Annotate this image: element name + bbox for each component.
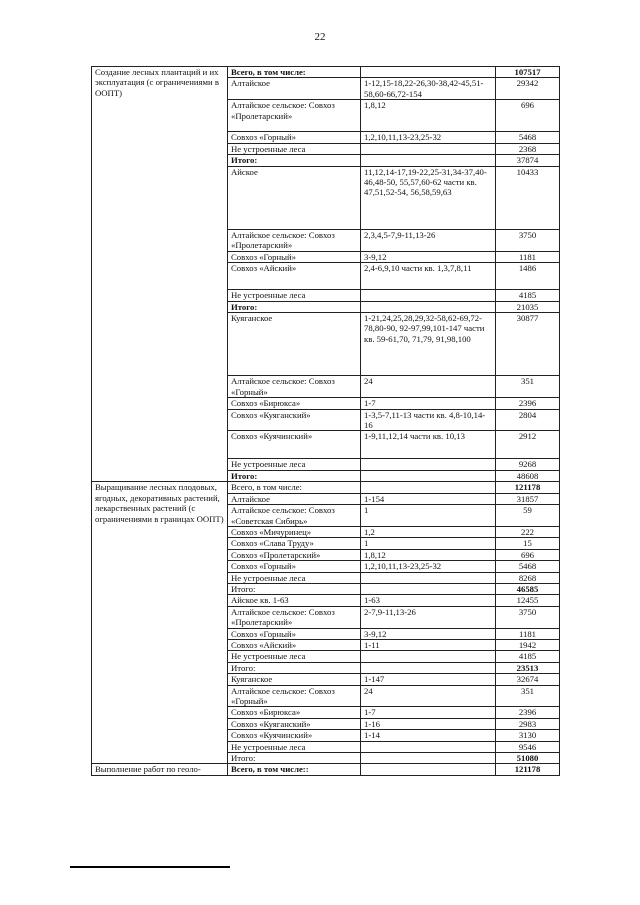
forestry-cell: Совхоз «Пролетарский»	[228, 549, 361, 560]
quarters-cell: 1-154	[361, 493, 496, 504]
forest-use-table	[91, 66, 560, 776]
quarters-cell	[361, 143, 496, 154]
forestry-cell: Алтайское	[228, 78, 361, 100]
forestry-cell: Алтайское сельское: Совхоз «Горный»	[228, 376, 361, 398]
forestry-cell: Не устроенные леса	[228, 572, 361, 583]
area-cell: 2804	[496, 409, 560, 431]
quarters-cell: 1-21,24,25,28,29,32-58,62-69,72-78,80-90, 92-97,99,101-147 части кв. 59-61,70, 71,79, 91,98,100	[361, 313, 496, 376]
area-cell: 3130	[496, 730, 560, 741]
quarters-cell: 1,2	[361, 526, 496, 537]
area-cell: 30877	[496, 313, 560, 376]
area-cell: 31857	[496, 493, 560, 504]
footnote-rule	[70, 866, 230, 868]
area-cell: 696	[496, 549, 560, 560]
quarters-cell: 1-9,11,12,14 части кв. 10,13	[361, 431, 496, 459]
forestry-cell: Совхоз «Айский»	[228, 263, 361, 290]
area-cell: 351	[496, 376, 560, 398]
area-cell: 37874	[496, 155, 560, 166]
forestry-cell: Совхоз «Горный»	[228, 251, 361, 262]
area-cell: 5468	[496, 561, 560, 572]
quarters-cell: 1-7	[361, 398, 496, 409]
forestry-cell: Не устроенные леса	[228, 290, 361, 301]
quarters-cell: 2,4-6,9,10 части кв. 1,3,7,8,11	[361, 263, 496, 290]
forestry-cell: Айское	[228, 166, 361, 229]
forestry-cell: Алтайское сельское: Совхоз «Пролетарский»	[228, 100, 361, 132]
area-cell: 29342	[496, 78, 560, 100]
area-cell: 32674	[496, 674, 560, 685]
area-cell: 12455	[496, 595, 560, 606]
quarters-cell: 1-11	[361, 639, 496, 650]
quarters-cell: 1	[361, 505, 496, 527]
area-cell: 9268	[496, 459, 560, 470]
area-cell: 1181	[496, 628, 560, 639]
quarters-cell	[361, 651, 496, 662]
forestry-cell: Не устроенные леса	[228, 143, 361, 154]
area-cell: 15	[496, 538, 560, 549]
forestry-cell: Итого:	[228, 470, 361, 481]
quarters-cell: 1-16	[361, 718, 496, 729]
quarters-cell	[361, 583, 496, 594]
area-cell: 46585	[496, 583, 560, 594]
quarters-cell	[361, 470, 496, 481]
area-cell: 59	[496, 505, 560, 527]
quarters-cell	[361, 155, 496, 166]
forestry-cell: Совхоз «Куячинский»	[228, 730, 361, 741]
area-cell: 1486	[496, 263, 560, 290]
forestry-cell: Совхоз «Куяганский»	[228, 718, 361, 729]
forestry-cell: Всего, в том числе:	[228, 67, 361, 78]
forestry-cell: Совхоз «Куяганский»	[228, 409, 361, 431]
forestry-cell: Совхоз «Горный»	[228, 132, 361, 143]
forestry-cell: Совхоз «Куячинский»	[228, 431, 361, 459]
quarters-cell: 2,3,4,5-7,9-11,13-26	[361, 230, 496, 252]
quarters-cell: 1,2,10,11,13-23,25-32	[361, 132, 496, 143]
table-row	[92, 764, 560, 775]
quarters-cell: 1-12,15-18,22-26,30-38,42-45,51-58,60-66,72-154	[361, 78, 496, 100]
activity-type-cell: Выполнение работ по геоло-	[92, 764, 228, 775]
area-cell: 121178	[496, 482, 560, 493]
forestry-cell: Итого:	[228, 301, 361, 312]
area-cell: 107517	[496, 67, 560, 78]
forestry-cell: Алтайское сельское: Совхоз «Горный»	[228, 685, 361, 707]
quarters-cell: 11,12,14-17,19-22,25-31,34-37,40-46,48-50, 55,57,60-62 части кв. 47,51,52-54, 56,58,59,63	[361, 166, 496, 229]
quarters-cell: 2-7,9-11,13-26	[361, 606, 496, 628]
quarters-cell	[361, 459, 496, 470]
forestry-cell: Алтайское	[228, 493, 361, 504]
area-cell: 4185	[496, 651, 560, 662]
quarters-cell	[361, 290, 496, 301]
area-cell: 3750	[496, 606, 560, 628]
forestry-cell: Не устроенные леса	[228, 459, 361, 470]
area-cell: 9546	[496, 741, 560, 752]
quarters-cell: 24	[361, 685, 496, 707]
forestry-cell: Совхоз «Бирюкса»	[228, 398, 361, 409]
area-cell: 51080	[496, 753, 560, 764]
forestry-cell: Итого:	[228, 753, 361, 764]
forestry-cell: Всего, в том числе:	[228, 482, 361, 493]
area-cell: 1181	[496, 251, 560, 262]
forestry-cell: Итого:	[228, 662, 361, 673]
quarters-cell: 3-9,12	[361, 628, 496, 639]
quarters-cell	[361, 764, 496, 775]
quarters-cell	[361, 67, 496, 78]
area-cell: 8268	[496, 572, 560, 583]
area-cell: 10433	[496, 166, 560, 229]
area-cell: 4185	[496, 290, 560, 301]
quarters-cell: 1,8,12	[361, 100, 496, 132]
quarters-cell	[361, 662, 496, 673]
area-cell: 121178	[496, 764, 560, 775]
area-cell: 5468	[496, 132, 560, 143]
forestry-cell: Итого:	[228, 155, 361, 166]
area-cell: 351	[496, 685, 560, 707]
table-row	[92, 482, 560, 493]
quarters-cell	[361, 482, 496, 493]
quarters-cell: 1,2,10,11,13-23,25-32	[361, 561, 496, 572]
area-cell: 696	[496, 100, 560, 132]
forestry-cell: Совхоз «Мичуринец»	[228, 526, 361, 537]
quarters-cell: 1-3,5-7,11-13 части кв. 4,8-10,14-16	[361, 409, 496, 431]
quarters-cell: 1-14	[361, 730, 496, 741]
quarters-cell: 3-9,12	[361, 251, 496, 262]
forestry-cell: Совхоз «Горный»	[228, 561, 361, 572]
quarters-cell: 1-147	[361, 674, 496, 685]
forestry-cell: Алтайское сельское: Совхоз «Пролетарский»	[228, 230, 361, 252]
area-cell: 2912	[496, 431, 560, 459]
area-cell: 3750	[496, 230, 560, 252]
page-number: 22	[314, 31, 326, 43]
forestry-cell: Куяганское	[228, 313, 361, 376]
forestry-cell: Куяганское	[228, 674, 361, 685]
forestry-cell: Алтайское сельское: Совхоз «Пролетарский»	[228, 606, 361, 628]
area-cell: 1942	[496, 639, 560, 650]
area-cell: 2396	[496, 398, 560, 409]
area-cell: 2396	[496, 707, 560, 718]
forestry-cell: Совхоз «Горный»	[228, 628, 361, 639]
quarters-cell: 1-63	[361, 595, 496, 606]
quarters-cell: 24	[361, 376, 496, 398]
quarters-cell	[361, 572, 496, 583]
quarters-cell: 1	[361, 538, 496, 549]
forestry-cell: Совхоз «Бирюкса»	[228, 707, 361, 718]
area-cell: 222	[496, 526, 560, 537]
quarters-cell	[361, 753, 496, 764]
quarters-cell	[361, 741, 496, 752]
forestry-cell: Алтайское сельское: Совхоз «Советская Сибирь»	[228, 505, 361, 527]
quarters-cell	[361, 301, 496, 312]
forestry-cell: Всего, в том числе::	[228, 764, 361, 775]
activity-type-cell: Выращивание лесных плодовых, ягодных, декоративных растений, лекарственных растений (с ограничениями в границах ООПТ)	[92, 482, 228, 764]
area-cell: 21035	[496, 301, 560, 312]
area-cell: 48608	[496, 470, 560, 481]
area-cell: 23513	[496, 662, 560, 673]
quarters-cell: 1,8,12	[361, 549, 496, 560]
activity-type-cell: Создание лесных плантаций и их эксплуатация (с ограничениями в ООПТ)	[92, 67, 228, 482]
forestry-cell: Не устроенные леса	[228, 741, 361, 752]
area-cell: 2368	[496, 143, 560, 154]
quarters-cell: 1-7	[361, 707, 496, 718]
table-row	[92, 67, 560, 78]
forestry-cell: Айское кв. 1-63	[228, 595, 361, 606]
forestry-cell: Совхоз «Айский»	[228, 639, 361, 650]
forestry-cell: Совхоз «Слава Труду»	[228, 538, 361, 549]
forestry-cell: Не устроенные леса	[228, 651, 361, 662]
area-cell: 2983	[496, 718, 560, 729]
forestry-cell: Итого:	[228, 583, 361, 594]
